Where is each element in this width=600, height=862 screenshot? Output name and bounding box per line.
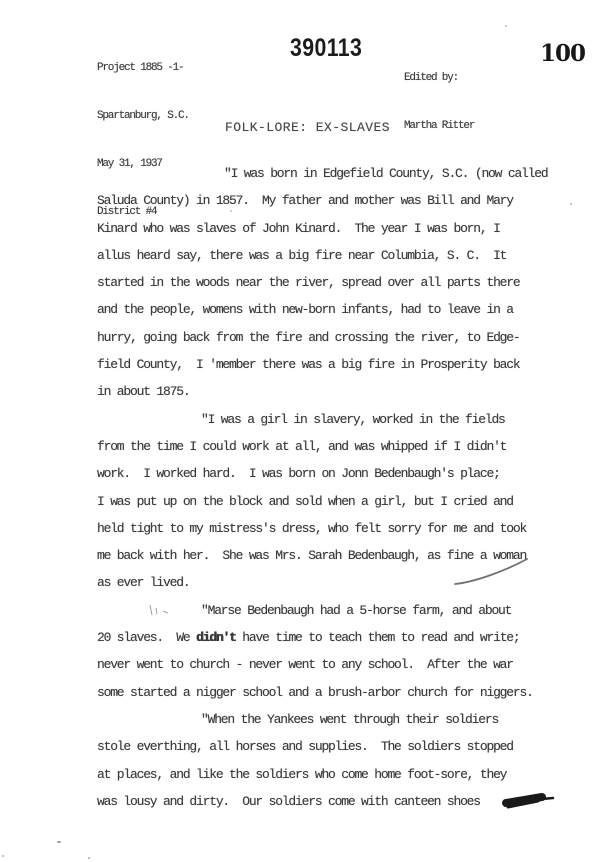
header-edited-block <box>404 38 474 166</box>
project-line: Project 1885 -1- <box>97 62 184 74</box>
date-line: May 31, 1937 <box>97 158 162 170</box>
scan-speck <box>88 857 90 859</box>
document-line: stole everthing, all horses and supplies. The soldiers stopped <box>97 739 513 755</box>
edited-by-label: Edited by: <box>404 72 459 84</box>
scan-speck <box>57 841 61 843</box>
page-number: 100 <box>540 40 586 67</box>
document-line: as ever lived. <box>97 575 190 591</box>
document-line: some started a nigger school and a brush-arbor church for niggers. <box>97 684 533 700</box>
document-line: at places, and like the soldiers who come home foot-sore, they <box>97 766 507 782</box>
document-line: was lousy and dirty. Our soldiers come with canteen shoes <box>97 793 480 809</box>
document-line: from the time I could work at all, and was whipped if I didn't <box>97 438 507 454</box>
document-line: hurry, going back from the fire and crossing the river, to Edge- <box>97 329 520 345</box>
document-line: "I was born in Edgefield County, S.C. (now called <box>224 166 548 181</box>
district-line: District #4 <box>97 206 157 218</box>
document-line: started in the woods near the river, spread over all parts there <box>97 275 520 291</box>
document-line: in about 1875. <box>97 384 190 400</box>
document-title: FOLK-LORE: EX-SLAVES <box>225 120 391 135</box>
scan-speck <box>230 210 232 212</box>
document-line: Kinard who was slaves of John Kinard. The year I was born, I <box>97 220 500 236</box>
document-line: never went to church - never went to any school. After the war <box>97 657 513 673</box>
document-line: and the people, womens with new-born infants, had to leave in a <box>97 302 513 318</box>
scan-speck <box>505 25 507 27</box>
document-line: 20 slaves. We didn't have time to teach them to read and write; <box>97 630 520 646</box>
edited-by-name: Martha Ritter <box>404 120 475 132</box>
document-line: Saluda County) in 1857. My father and mother was Bill and Mary <box>97 193 513 209</box>
location-line: Spartanburg, S.C. <box>97 110 189 122</box>
document-line: I was put up on the block and sold when a girl, but I cried and <box>97 493 513 509</box>
stamp-number: 390113 <box>290 34 363 62</box>
document-line: work. I worked hard. I was born on Jonn Bedenbaugh's place; <box>97 466 500 482</box>
scan-speck <box>570 203 572 205</box>
document-line: held tight to my mistress's dress, who felt sorry for me and took <box>97 520 527 536</box>
document-line: "When the Yankees went through their soldiers <box>201 711 499 727</box>
document-line: "Marse Bedenbaugh had a 5-horse farm, and about <box>201 602 512 618</box>
document-body <box>97 160 557 815</box>
document-line: me back with her. She was Mrs. Sarah Bedenbaugh, as fine a woman <box>97 548 527 564</box>
document-line: "I was a girl in slavery, worked in the fields <box>201 411 505 427</box>
scan-speck <box>2 855 4 857</box>
document-line: allus heard say, there was a big fire near Columbia, S. C. It <box>97 247 507 263</box>
document-line: field County, I 'member there was a big fire in Prosperity back <box>97 357 520 373</box>
